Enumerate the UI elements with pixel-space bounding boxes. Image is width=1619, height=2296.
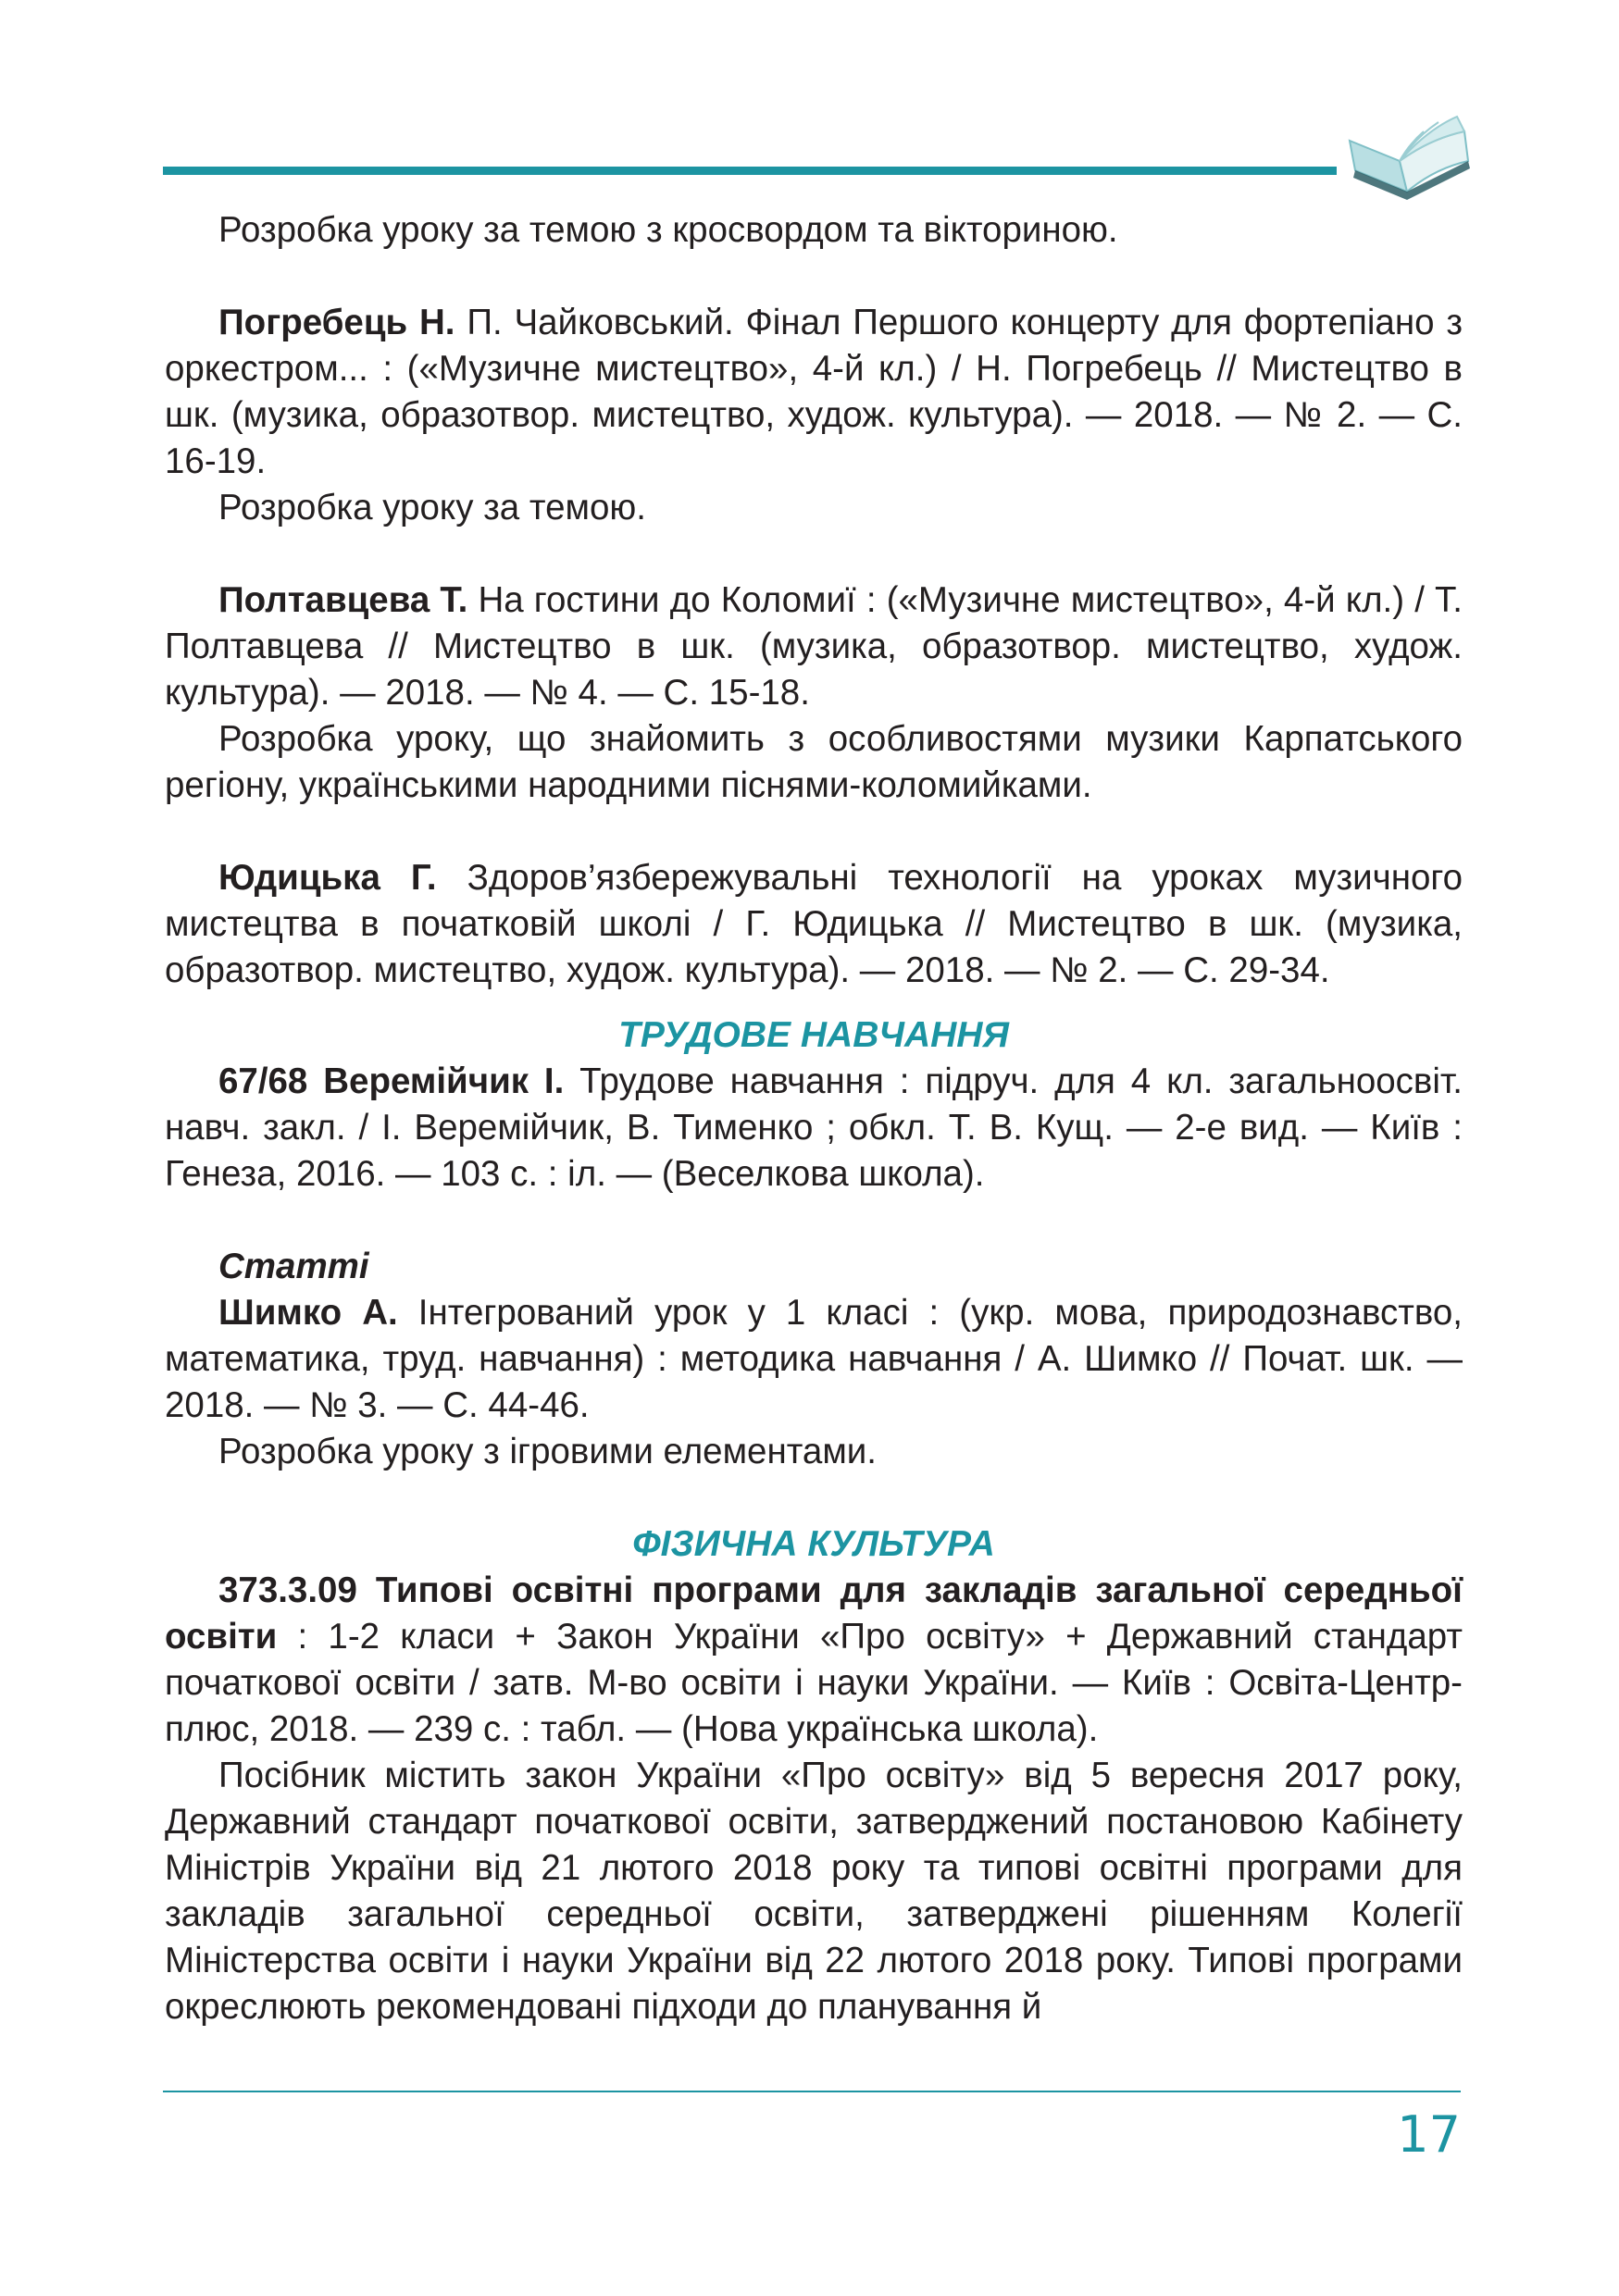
annotation: Розробка уроку за темою з кросвордом та вікториною.: [218, 210, 1118, 250]
entry-author: 373.3.09 Типові освітні програми для закладів загальної середньої освіти: [165, 1570, 1463, 1657]
section-heading-labour: ТРУДОВЕ НАВЧАННЯ: [618, 1015, 1009, 1055]
entry-text: : 1-2 класи + Закон України «Про освіту» + Державний стандарт початкової освіти / затв. М-во освіти і науки України. — Київ : Освіта-Центр-плюс, 2018. — 239 с. : табл. — (Нова українська школа).: [165, 1617, 1463, 1749]
entry-text: Трудове навчання : підруч. для 4 кл. загальноосвіт. навч. закл. / І. Веремійчик, В. Тименко ; обкл. Т. В. Кущ. — 2-е вид. — Київ : Генеза, 2016. — 103 с. : іл. — (Веселкова школа).: [165, 1061, 1463, 1194]
annotation: Посібник містить закон України «Про освіту» від 5 вересня 2017 року, Державний стандарт початкової освіти, затверджений постановою Кабінету Міністрів України від 21 лютого 2018 року та типові освітні програми для закладів загальної середньої освіти, затверджені рішенням Колегії Міністерства освіти і науки України від 22 лютого 2018 року. Типові програми окреслюють рекомендовані підходи до планування й: [165, 1756, 1463, 2027]
bibliography-entry: [165, 1568, 1463, 1753]
annotation: Розробка уроку за темою.: [218, 488, 646, 527]
entry-text: Інтегрований урок у 1 класі : (укр. мова, природознавство, математика, труд. навчання) : методика навчання / А. Шимко // Почат. шк. — 2018. — № 3. — С. 44-46.: [165, 1293, 1463, 1425]
header-rule: [163, 167, 1337, 175]
entry-author: Юдицька Г.: [218, 858, 437, 898]
bibliography-entry: [165, 300, 1463, 485]
entry-text: Здоров’язбережувальні технології на уроках музичного мистецтва в початковій школі / Г. Юдицька // Мистецтво в шк. (музика, образотвор. мистецтво, худож. культура). — 2018. — № 2. — С. 29-34.: [165, 858, 1463, 990]
annotation: Розробка уроку з ігровими елементами.: [218, 1432, 877, 1471]
annotation: Розробка уроку, що знайомить з особливостями музики Карпатського регіону, українськими народними піснями-коломийками.: [165, 719, 1463, 805]
entry-text: П. Чайковський. Фінал Першого концерту для фортепіано з оркестром... : («Музичне мистецтво», 4-й кл.) / Н. Погребець // Мистецтво в шк. (музика, образотвор. мистецтво, худож. культура). — 2018. — № 2. — С. 16-19.: [165, 303, 1463, 481]
entry-author: Шимко А.: [218, 1293, 398, 1333]
entry-author: Полтавцева Т.: [218, 580, 468, 620]
entry-author: 67/68 Веремійчик І.: [218, 1061, 565, 1101]
entry-author: Погребець Н.: [218, 303, 455, 342]
page-number: 17: [1397, 2105, 1461, 2164]
bibliography-entry: [165, 855, 1463, 994]
bibliography-entry: [165, 1290, 1463, 1429]
bibliography-entry: [165, 1059, 1463, 1198]
bibliography-entry: [165, 577, 1463, 716]
section-heading-pe: ФІЗИЧНА КУЛЬТУРА: [632, 1524, 995, 1564]
footer-rule: [163, 2091, 1461, 2092]
open-book-icon: [1342, 104, 1472, 205]
entry-text: На гостини до Коломиї : («Музичне мистецтво», 4-й кл.) / Т. Полтавцева // Мистецтво в шк. (музика, образотвор. мистецтво, худож. культура). — 2018. — № 4. — С. 15-18.: [165, 580, 1463, 713]
page-content: [165, 207, 1463, 2030]
articles-subheading: Статті: [218, 1247, 369, 1286]
